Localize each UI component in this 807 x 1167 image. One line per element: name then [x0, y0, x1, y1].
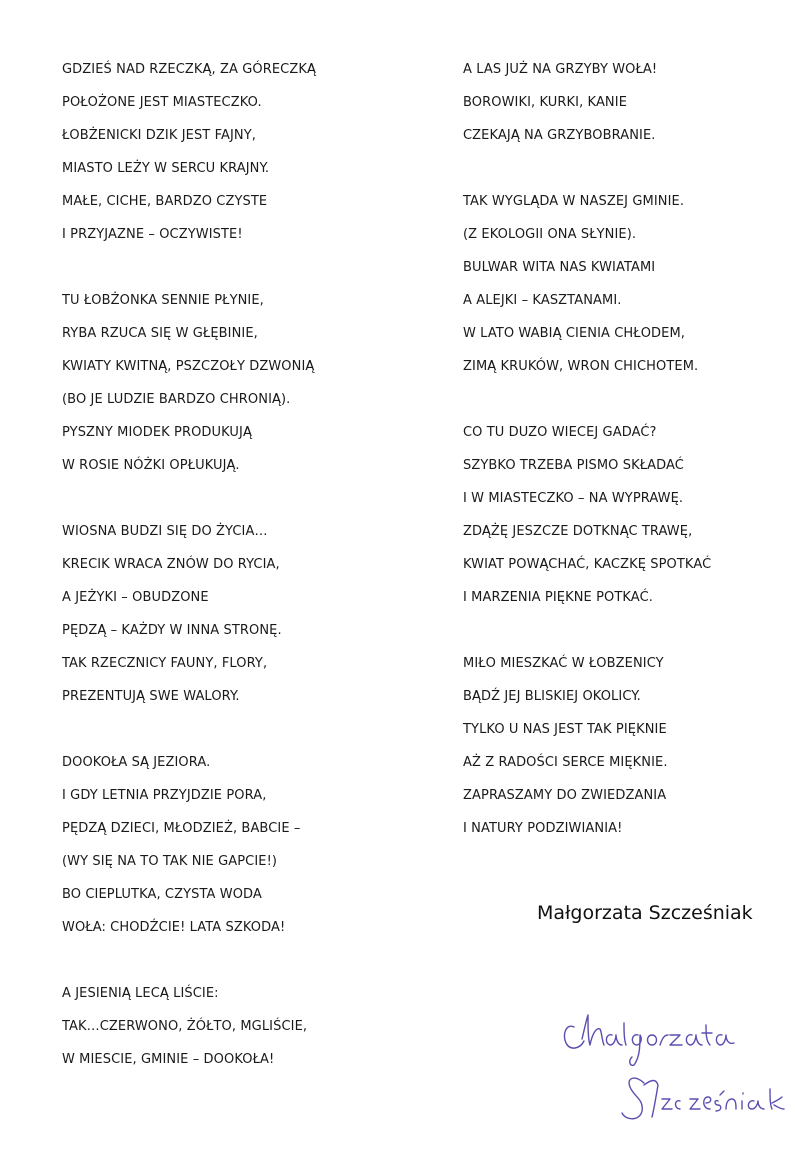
poem-line: I MARZENIA PIĘKNE POTKAĆ.: [463, 590, 653, 605]
poem-line: PYSZNY MIODEK PRODUKUJĄ: [62, 425, 252, 440]
poem-line: RYBA RZUCA SIĘ W GŁĘBINIE,: [62, 326, 258, 341]
poem-line: BO CIEPLUTKA, CZYSTA WODA: [62, 887, 262, 902]
stanza: [62, 284, 422, 482]
poem-line: BĄDŹ JEJ BLISKIEJ OKOLICY.: [463, 689, 641, 704]
stanza: [463, 416, 793, 614]
poem-line: W ROSIE NÓŻKI OPŁUKUJĄ.: [62, 458, 240, 473]
poem-right-column: [463, 53, 793, 878]
poem-line: MIŁO MIESZKAĆ W ŁOBZENICY: [463, 656, 664, 671]
stanza: [463, 185, 793, 383]
poem-line: AŻ Z RADOŚCI SERCE MIĘKNIE.: [463, 755, 668, 770]
poem-line: A LAS JUŻ NA GRZYBY WOŁA!: [463, 62, 658, 77]
poem-line: I W MIASTECZKO – NA WYPRAWĘ.: [463, 491, 684, 506]
poem-line: WOŁA: CHODŹCIE! LATA SZKODA!: [62, 920, 286, 935]
poem-line: KWIATY KWITNĄ, PSZCZOŁY DZWONIĄ: [62, 359, 315, 374]
handwritten-signature: [560, 1005, 790, 1140]
poem-line: GDZIEŚ NAD RZECZKĄ, ZA GÓRECZKĄ: [62, 62, 316, 77]
poem-line: TYLKO U NAS JEST TAK PIĘKNIE: [463, 722, 667, 737]
poem-line: A JESIENIĄ LECĄ LIŚCIE:: [62, 986, 219, 1001]
poem-line: CO TU DUZO WIECEJ GADAĆ?: [463, 425, 657, 440]
poem-line: PĘDZĄ – KAŻDY W INNA STRONĘ.: [62, 623, 282, 638]
poem-line: TAK…CZERWONO, ŻÓŁTO, MGLIŚCIE,: [62, 1019, 308, 1034]
poem-line: I NATURY PODZIWIANIA!: [463, 821, 623, 836]
poem-line: I PRZYJAZNE – OCZYWISTE!: [62, 227, 243, 242]
poem-line: MAŁE, CICHE, BARDZO CZYSTE: [62, 194, 268, 209]
stanza: [463, 647, 793, 845]
poem-line: MIASTO LEŻY W SERCU KRAJNY.: [62, 161, 270, 176]
poem-line: PREZENTUJĄ SWE WALORY.: [62, 689, 240, 704]
poem-line: TAK RZECZNICY FAUNY, FLORY,: [62, 656, 268, 671]
poem-line: PĘDZĄ DZIECI, MŁODZIEŻ, BABCIE –: [62, 821, 301, 836]
poem-line: DOOKOŁA SĄ JEZIORA.: [62, 755, 211, 770]
poem-left-column: [62, 53, 422, 1109]
poem-line: CZEKAJĄ NA GRZYBOBRANIE.: [463, 128, 656, 143]
poem-line: KRECIK WRACA ZNÓW DO RYCIA,: [62, 557, 280, 572]
poem-line: ZIMĄ KRUKÓW, WRON CHICHOTEM.: [463, 359, 699, 374]
poem-line: ŁOBŻENICKI DZIK JEST FAJNY,: [62, 128, 256, 143]
stanza: [62, 746, 422, 944]
poem-line: TU ŁOBŻONKA SENNIE PŁYNIE,: [62, 293, 264, 308]
poem-line: KWIAT POWĄCHAĆ, KACZKĘ SPOTKAĆ: [463, 557, 712, 572]
poem-line: BOROWIKI, KURKI, KANIE: [463, 95, 628, 110]
stanza: [62, 53, 422, 251]
author-name: Małgorzata Szcześniak: [537, 902, 753, 924]
poem-line: I GDY LETNIA PRZYJDZIE PORA,: [62, 788, 267, 803]
poem-line: (BO JE LUDZIE BARDZO CHRONIĄ).: [62, 392, 291, 407]
poem-line: POŁOŻONE JEST MIASTECZKO.: [62, 95, 262, 110]
poem-line: (WY SIĘ NA TO TAK NIE GAPCIE!): [62, 854, 278, 869]
poem-line: A JEŻYKI – OBUDZONE: [62, 590, 209, 605]
stanza: [463, 53, 793, 152]
stanza: [62, 977, 422, 1076]
poem-line: ZDĄŻĘ JESZCZE DOTKNĄC TRAWĘ,: [463, 524, 693, 539]
poem-line: (Z EKOLOGII ONA SŁYNIE).: [463, 227, 637, 242]
poem-line: SZYBKO TRZEBA PISMO SKŁADAĆ: [463, 458, 684, 473]
poem-line: TAK WYGLĄDA W NASZEJ GMINIE.: [463, 194, 685, 209]
poem-line: ZAPRASZAMY DO ZWIEDZANIA: [463, 788, 667, 803]
poem-line: A ALEJKI – KASZTANAMI.: [463, 293, 622, 308]
poem-line: W LATO WABIĄ CIENIA CHŁODEM,: [463, 326, 686, 341]
poem-line: W MIESCIE, GMINIE – DOOKOŁA!: [62, 1052, 275, 1067]
poem-line: BULWAR WITA NAS KWIATAMI: [463, 260, 656, 275]
stanza: [62, 515, 422, 713]
poem-line: WIOSNA BUDZI SIĘ DO ŻYCIA…: [62, 524, 268, 539]
